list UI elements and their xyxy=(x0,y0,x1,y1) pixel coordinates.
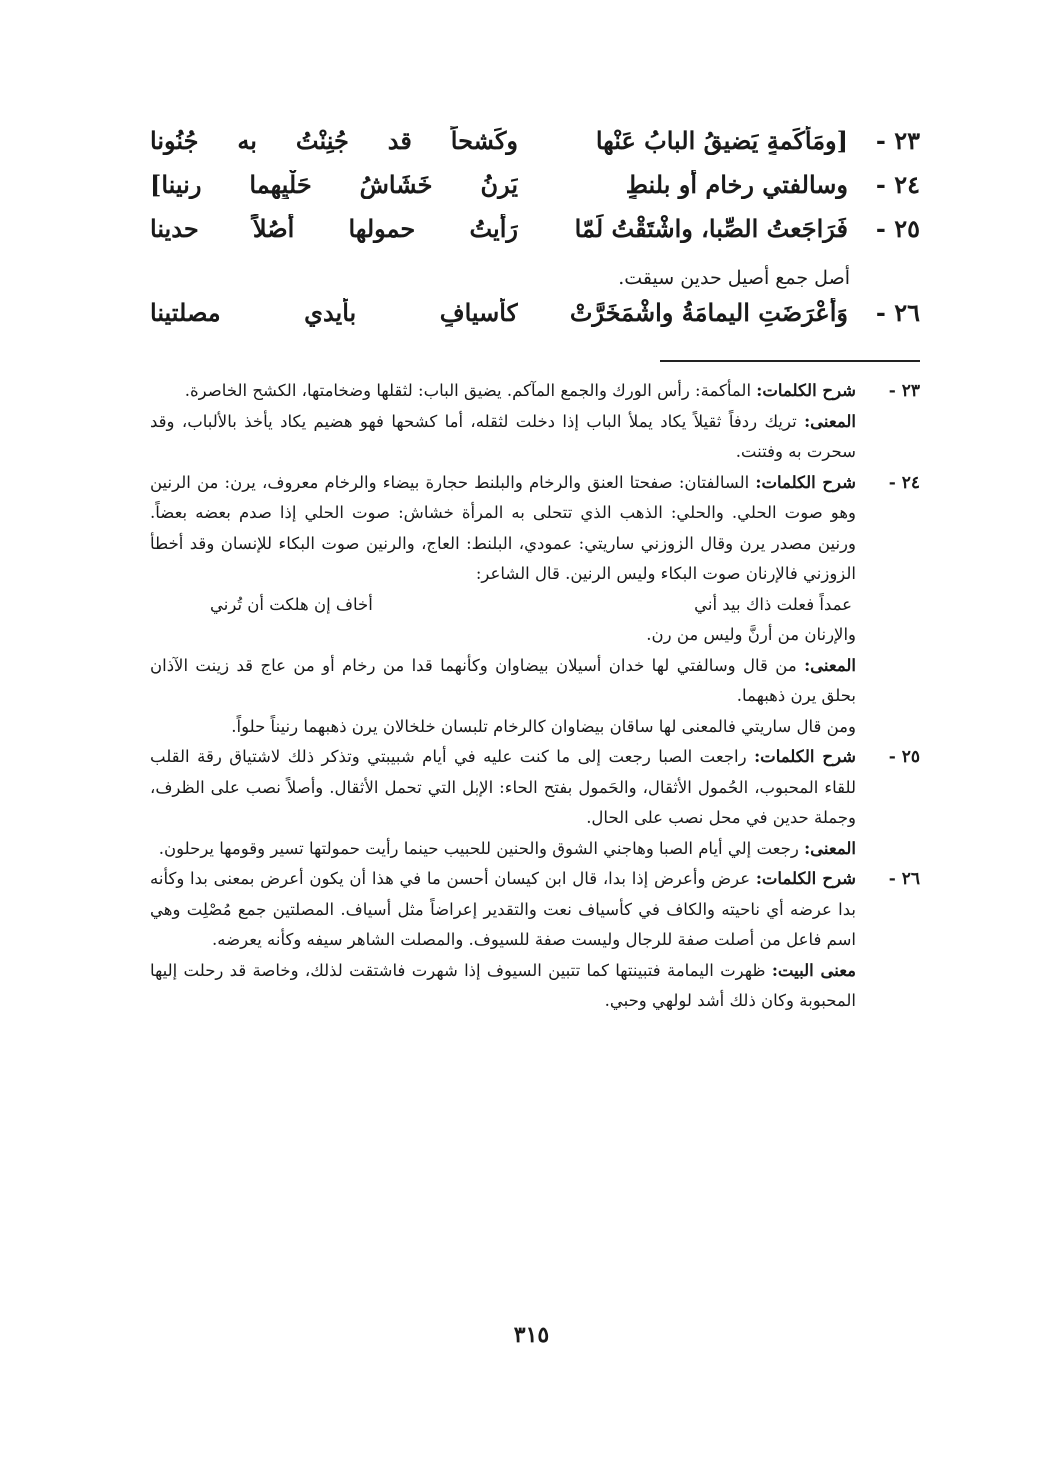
verse-first-hemistich: وَأَعْرَضَتِ اليمامَةُ واشْمَخَرَّتْ xyxy=(569,298,848,327)
verse-second-hemistich: كأسيافٍ بأيدي مصلتينا xyxy=(150,298,518,327)
word-explanation xyxy=(150,742,856,834)
verse-note: أصل جمع أصيل حدين سيقت. xyxy=(618,267,850,289)
label-meaning: المعنى: xyxy=(804,838,856,858)
commentary-23 xyxy=(150,376,920,468)
meaning-text: رجعت إلي أيام الصبا وهاجني الشوق والحنين للحبيب حينما رأيت حمولتها تسير وقومها يرحلون. xyxy=(158,838,799,858)
word-explanation-continued: والإرنان من أرنَّ وليس من رن. xyxy=(646,625,856,644)
commentary-body xyxy=(150,376,856,468)
verse-second-hemistich: رَأَيتُ حمولها أُصُلاً حدينا xyxy=(150,214,518,243)
page-content xyxy=(150,126,920,1017)
meaning-alternative: ومن قال ساريتي فالمعنى لها ساقان بيضاوان كالرخام تلبسان خلخالان يرن ذهبهما رنيناً حلواً. xyxy=(231,716,856,736)
meaning xyxy=(150,407,856,468)
verse-second-hemistich: يَرنُ خَشَاشُ حَلْيِهما رنينا] xyxy=(150,170,518,199)
verse-number: ٢٥ - xyxy=(875,214,920,243)
verse-25 xyxy=(150,214,920,258)
word-explanation xyxy=(150,376,856,407)
meaning xyxy=(150,956,856,1017)
quoted-verse xyxy=(150,590,856,621)
quoted-verse-second: أخاف إن هلكت أن تُرني xyxy=(210,594,373,614)
word-explanation-text: السالفتان: صفحتا العنق والرخام والبلنط حجارة بيضاء والرخام معروف، يرن: من الرنين وهو صوت الحلي. والحلي: الذهب الذي تتحلى به المرأة خشاش: صوت الحلي إذا صدم بعضه بعضاً. ورنين مصدر يرن وقال الزوزني ساريتي: عمودي، البلنط: العاج، والرنين صوت البكاء للإنسان وقد أخطأ الزوزني فالإرنان صوت البكاء وليس الرنين. قال الشاعر: xyxy=(150,472,856,583)
verse-24 xyxy=(150,170,920,214)
label-word-explanation: شرح الكلمات: xyxy=(755,869,857,888)
meaning-text: من قال وسالفتي لها خدان أسيلان بيضاوان وكأنهما قدا من رخام أو من عاج قد زينت الآذان بحلق يرن ذهبهما. xyxy=(150,655,856,705)
meaning-text: ظهرت اليمامة فتبينتها كما تتبين السيوف إذا شهرت فاشتقت لذلك، وخاصة قد رحلت إليها المحبوبة وكان ذلك أشد لولهي وحبي. xyxy=(150,960,856,1010)
commentary-number: ٢٥ - xyxy=(888,747,920,767)
commentary-26 xyxy=(150,864,920,1017)
label-word-explanation: شرح الكلمات: xyxy=(755,472,856,492)
word-explanation-text: المأكمة: رأس الورك والجمع المآكم. يضيق الباب: لثقلها وضخامتها، الكشح الخاصرة. xyxy=(184,381,752,400)
word-explanation xyxy=(150,864,856,956)
label-meaning: المعنى: xyxy=(804,411,857,431)
verse-number: ٢٦ - xyxy=(875,298,920,327)
word-explanation xyxy=(150,468,856,590)
commentary-number: ٢٦ - xyxy=(888,869,920,889)
verse-first-hemistich: فَرَاجَعتُ الصِّبا، واشْتَقْتُ لَمّا xyxy=(574,214,848,243)
verse-second-hemistich: وكَشحاً قد جُنِنْتُ به جُنُونا xyxy=(150,126,518,155)
footnote-divider xyxy=(660,360,920,362)
label-word-explanation: شرح الكلمات: xyxy=(754,747,857,766)
verse-number: ٢٣ - xyxy=(875,126,920,155)
page-number: ٣١٥ xyxy=(513,1322,550,1348)
meaning xyxy=(150,834,856,865)
commentary-number: ٢٤ - xyxy=(888,472,920,493)
label-meaning: المعنى: xyxy=(804,655,856,675)
verse-number: ٢٤ - xyxy=(875,170,920,199)
meaning-text: تريك ردفاً ثقيلاً يكاد يملأ الباب إذا دخلت لثقله، أما كشحها فهو هضيم يكاد يأخذ بالألباب، وقد سحرت به وفتنت. xyxy=(150,411,856,461)
word-explanation-text: عرض وأعرض إذا بدا، قال ابن كيسان أحسن ما في هذا أن يكون أعرض بمعنى بدا وكأنه بدا عرضه أي ناحيته والكاف في كأسياف نعت والتقدير إعراضاً مثل أسياف. المصلتين جمع مُصْلِت وهي اسم فاعل من أصلت صفة للرجال وليست صفة للسيوف. والمصلت الشاهر سيفه وكأنه يعرضه. xyxy=(150,869,856,949)
verse-first-hemistich: وسالفتي رخام أو بلنطٍ xyxy=(625,170,848,199)
commentary-number: ٢٣ - xyxy=(888,381,920,401)
commentary-body xyxy=(150,742,856,864)
verse-first-hemistich: [ومَأْكَمةٍ يَضيقُ البابُ عَنْها xyxy=(595,126,848,155)
meaning xyxy=(150,651,856,712)
label-verse-meaning: معنى البيت: xyxy=(771,960,857,980)
commentary-body xyxy=(150,864,856,1017)
word-explanation-text: راجعت الصبا رجعت إلى ما كنت عليه في أيام شبيبتي وتذكر ذلك لاشتياق رقة القلب للقاء المحبوب، الحُمول الأثقال، والحَمول بفتح الحاء: الإبل التي تحمل الأثقال. وأصلاً نصب على الظرف، وجملة حدين في محل نصب على الحال. xyxy=(150,747,856,827)
commentary-24 xyxy=(150,468,920,743)
label-word-explanation: شرح الكلمات: xyxy=(756,381,856,400)
quoted-verse-first: عمداً فعلت ذاك بيد أني xyxy=(694,594,852,614)
commentary-body xyxy=(150,468,856,743)
verse-23 xyxy=(150,126,920,170)
verse-26 xyxy=(150,298,920,342)
commentary-25 xyxy=(150,742,920,864)
